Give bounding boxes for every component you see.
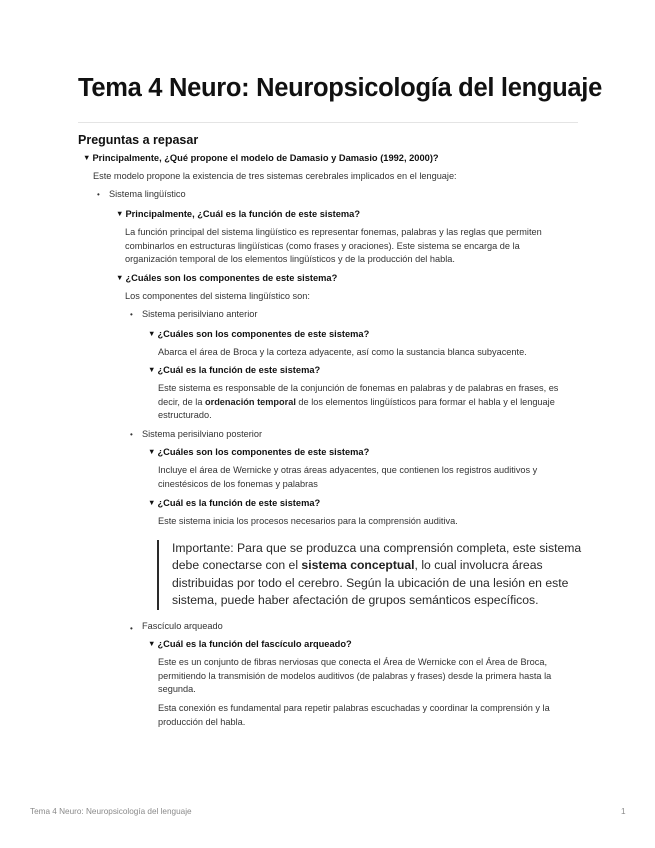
page-title: Tema 4 Neuro: Neuropsicología del lenguaje xyxy=(78,74,602,102)
toggle-label: ¿Cuál es la función del fascículo arqueado? xyxy=(157,639,352,649)
toggle-posterior-componentes[interactable] xyxy=(148,446,369,460)
toggle-label: ¿Cuál es la función de este sistema? xyxy=(157,365,321,375)
toggle-main-question[interactable] xyxy=(83,152,439,166)
anterior-funcion-text xyxy=(158,382,576,423)
toggle-label: Principalmente, ¿Cuál es la función de este sistema? xyxy=(125,209,360,219)
list-item-perisilviano-posterior: Sistema perisilviano posterior xyxy=(142,429,262,439)
toggle-label: ¿Cuáles son los componentes de este sistema? xyxy=(125,273,338,283)
bullet-icon: • xyxy=(130,310,133,319)
toggle-label: ¿Cuáles son los componentes de este sistema? xyxy=(157,447,370,457)
triangle-down-icon: ▼ xyxy=(148,639,156,648)
triangle-down-icon: ▼ xyxy=(148,365,156,374)
list-item-sistema-linguistico: Sistema lingüístico xyxy=(109,189,186,199)
page-number: 1 xyxy=(621,807,626,816)
toggle-fasciculo-funcion[interactable] xyxy=(148,638,352,652)
toggle-componentes-sistema[interactable] xyxy=(116,272,337,286)
componentes-intro-text: Los componentes del sistema lingüístico son: xyxy=(125,291,310,301)
bullet-icon: • xyxy=(130,624,133,633)
anterior-componentes-text: Abarca el área de Broca y la corteza adyacente, así como la sustancia blanca subyacente. xyxy=(158,347,527,357)
bullet-icon: • xyxy=(97,190,100,199)
triangle-down-icon: ▼ xyxy=(116,209,124,218)
callout-text-end: , lo cual involucra áreas distribuidas por todo el cerebro. Según la ubicación de una lesión en este sistema, puede haber afectación de grupos semánticos específicos. xyxy=(172,558,569,608)
posterior-componentes-text: Incluye el área de Wernicke y otras áreas adyacentes, que contienen los registros auditivos y cinestésicos de los fonemas y palabras xyxy=(158,465,538,489)
list-item-fasciculo-arqueado: Fascículo arqueado xyxy=(142,621,223,631)
main-intro-text: Este modelo propone la existencia de tres sistemas cerebrales implicados en el lenguaje: xyxy=(93,171,457,181)
triangle-down-icon: ▼ xyxy=(148,447,156,456)
ordenacion-temporal-term: ordenación temporal xyxy=(205,396,296,407)
funcion-sistema-text: La función principal del sistema lingüístico es representar fonemas, palabras y las reglas que permiten combinarlos en estructuras lingüísticas (como frases y oraciones). Este sistema se encarga de la organización temporal de los elementos lingüísticos y de la producción del habla. xyxy=(125,227,542,265)
list-item-perisilviano-anterior: Sistema perisilviano anterior xyxy=(142,309,258,319)
triangle-down-icon: ▼ xyxy=(116,273,124,282)
posterior-funcion-text: Este sistema inicia los procesos necesarios para la comprensión auditiva. xyxy=(158,516,458,526)
sistema-conceptual-term: sistema conceptual xyxy=(301,558,415,573)
anterior-funcion-text-end: de los elementos lingüísticos para formar el habla y el lenguaje estructurado. xyxy=(158,396,555,421)
bullet-icon: • xyxy=(130,430,133,439)
anterior-funcion-text-start: Este sistema es responsable de la conjunción de fonemas en palabras y de palabras en frases, es decir, de la xyxy=(158,383,559,407)
callout-text-start: Importante: Para que se produzca una comprensión completa, este sistema debe conectarse con el xyxy=(172,541,582,573)
toggle-anterior-componentes[interactable] xyxy=(148,328,369,342)
toggle-label: Principalmente, ¿Qué propone el modelo de Damasio y Damasio (1992, 2000)? xyxy=(92,153,439,163)
triangle-down-icon: ▼ xyxy=(148,498,156,507)
toggle-label: ¿Cuál es la función de este sistema? xyxy=(157,498,321,508)
important-callout xyxy=(157,540,592,610)
fasciculo-funcion-text: Este es un conjunto de fibras nerviosas que conecta el Área de Wernicke con el Área de Broca, permitiendo la transmisión de modelos auditivos (de palabras y frases) desde la primera hasta la segunda. xyxy=(158,657,552,695)
triangle-down-icon: ▼ xyxy=(83,153,91,162)
toggle-label: ¿Cuáles son los componentes de este sistema? xyxy=(157,329,370,339)
toggle-funcion-sistema[interactable] xyxy=(116,208,360,222)
triangle-down-icon: ▼ xyxy=(148,329,156,338)
fasciculo-extra-text: Esta conexión es fundamental para repetir palabras escuchadas y coordinar la comprensión y la producción del habla. xyxy=(158,703,550,727)
section-heading: Preguntas a repasar xyxy=(78,122,578,147)
footer-title: Tema 4 Neuro: Neuropsicología del lenguaje xyxy=(30,807,192,816)
toggle-posterior-funcion[interactable] xyxy=(148,497,320,511)
toggle-anterior-funcion[interactable] xyxy=(148,364,320,378)
